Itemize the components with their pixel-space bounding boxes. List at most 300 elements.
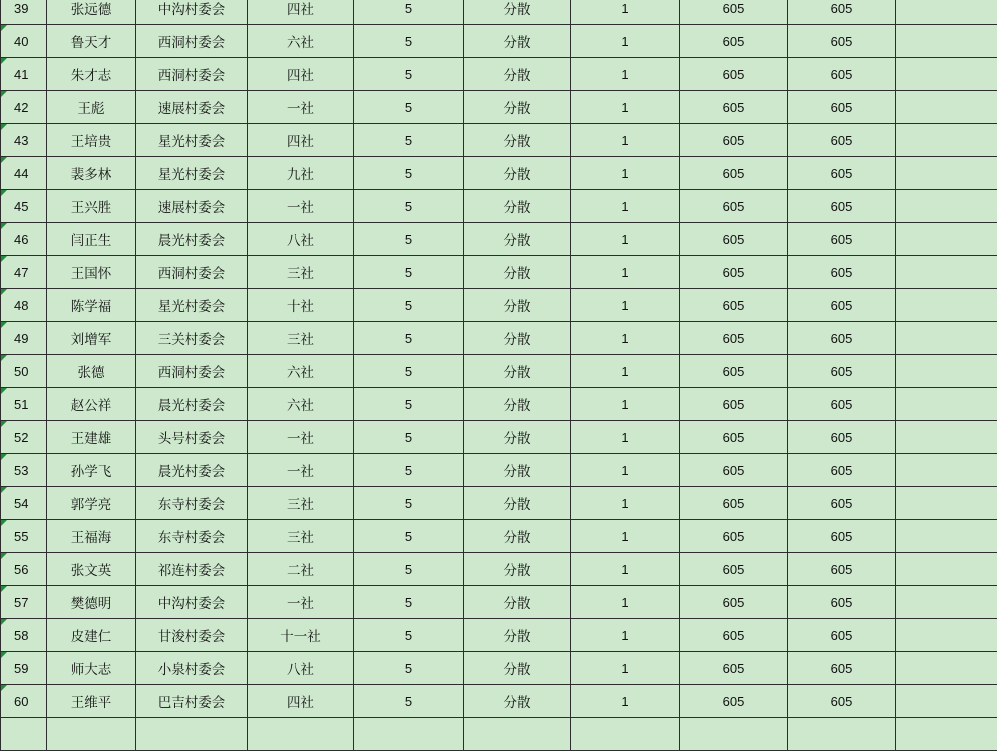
cell-total[interactable] (788, 58, 896, 91)
cell-count[interactable] (354, 0, 464, 25)
cell-count[interactable] (354, 58, 464, 91)
cell-name-text: 赵公祥 (71, 398, 112, 414)
cell-total[interactable] (788, 25, 896, 58)
cell-village[interactable] (136, 388, 248, 421)
cell-name[interactable] (47, 718, 136, 751)
cell-village[interactable] (136, 223, 248, 256)
cell-village[interactable] (136, 124, 248, 157)
cell-quantity[interactable] (571, 58, 680, 91)
cell-mode[interactable] (464, 289, 571, 322)
cell-group[interactable] (248, 487, 354, 520)
cell-group[interactable] (248, 685, 354, 718)
cell-amount[interactable] (680, 157, 788, 190)
cell-quantity[interactable] (571, 388, 680, 421)
cell-count-text: 5 (405, 529, 412, 544)
cell-quantity-text: 1 (621, 331, 628, 346)
cell-quantity[interactable] (571, 487, 680, 520)
cell-name[interactable] (47, 25, 136, 58)
cell-index[interactable] (1, 190, 47, 223)
cell-count[interactable] (354, 322, 464, 355)
cell-mode[interactable] (464, 586, 571, 619)
cell-amount-text: 605 (723, 100, 745, 115)
cell-note[interactable] (896, 190, 997, 223)
cell-total[interactable] (788, 0, 896, 25)
cell-name[interactable] (47, 454, 136, 487)
cell-index[interactable] (1, 58, 47, 91)
cell-name-text: 刘增军 (71, 332, 112, 348)
cell-amount[interactable] (680, 322, 788, 355)
cell-note[interactable] (896, 223, 997, 256)
cell-quantity[interactable] (571, 91, 680, 124)
table-row (1, 454, 997, 487)
cell-count[interactable] (354, 454, 464, 487)
cell-index[interactable] (1, 685, 47, 718)
cell-total-text: 605 (831, 166, 853, 181)
cell-amount[interactable] (680, 520, 788, 553)
cell-mode[interactable] (464, 91, 571, 124)
cell-note[interactable] (896, 553, 997, 586)
cell-count[interactable] (354, 520, 464, 553)
cell-name-text: 郭学亮 (71, 497, 112, 513)
table-row (1, 58, 997, 91)
table-row (1, 553, 997, 586)
cell-name[interactable] (47, 0, 136, 25)
cell-amount[interactable] (680, 454, 788, 487)
cell-mode[interactable] (464, 157, 571, 190)
cell-index-text: 47 (14, 265, 28, 280)
table-row (1, 685, 997, 718)
cell-index[interactable] (1, 652, 47, 685)
cell-note[interactable] (896, 157, 997, 190)
cell-mode[interactable] (464, 685, 571, 718)
cell-name[interactable] (47, 685, 136, 718)
cell-name[interactable] (47, 157, 136, 190)
cell-amount[interactable] (680, 124, 788, 157)
cell-count[interactable] (354, 355, 464, 388)
cell-group-text: 四社 (287, 134, 314, 150)
cell-village[interactable] (136, 0, 248, 25)
cell-amount-text: 605 (723, 595, 745, 610)
cell-index-text: 44 (14, 166, 28, 181)
cell-total[interactable] (788, 487, 896, 520)
cell-note[interactable] (896, 454, 997, 487)
cell-amount-text: 605 (723, 265, 745, 280)
cell-count[interactable] (354, 487, 464, 520)
cell-group-text: 九社 (287, 167, 314, 183)
cell-count[interactable] (354, 685, 464, 718)
cell-village[interactable] (136, 256, 248, 289)
cell-count[interactable] (354, 388, 464, 421)
cell-group[interactable] (248, 388, 354, 421)
cell-group[interactable] (248, 91, 354, 124)
cell-note[interactable] (896, 289, 997, 322)
cell-name[interactable] (47, 355, 136, 388)
cell-name[interactable] (47, 190, 136, 223)
cell-name[interactable] (47, 586, 136, 619)
cell-village[interactable] (136, 58, 248, 91)
cell-village-text: 祁连村委会 (158, 563, 226, 579)
table-row (1, 223, 997, 256)
cell-quantity[interactable] (571, 586, 680, 619)
cell-count[interactable] (354, 124, 464, 157)
cell-name[interactable] (47, 223, 136, 256)
cell-village[interactable] (136, 718, 248, 751)
cell-mode-text: 分散 (504, 266, 531, 282)
cell-group[interactable] (248, 0, 354, 25)
cell-mode[interactable] (464, 223, 571, 256)
cell-amount[interactable] (680, 91, 788, 124)
cell-village[interactable] (136, 685, 248, 718)
cell-quantity[interactable] (571, 124, 680, 157)
table-row (1, 520, 997, 553)
cell-quantity[interactable] (571, 421, 680, 454)
cell-mode[interactable] (464, 355, 571, 388)
cell-mode[interactable] (464, 0, 571, 25)
cell-note[interactable] (896, 0, 997, 25)
cell-group[interactable] (248, 718, 354, 751)
cell-quantity[interactable] (571, 619, 680, 652)
cell-quantity[interactable] (571, 652, 680, 685)
cell-index[interactable] (1, 91, 47, 124)
cell-amount[interactable] (680, 190, 788, 223)
cell-mode[interactable] (464, 619, 571, 652)
text-number-indicator-icon (1, 289, 7, 295)
cell-quantity[interactable] (571, 157, 680, 190)
cell-total[interactable] (788, 289, 896, 322)
cell-name[interactable] (47, 256, 136, 289)
cell-mode-text: 分散 (504, 629, 531, 645)
cell-village[interactable] (136, 553, 248, 586)
cell-note[interactable] (896, 520, 997, 553)
cell-note[interactable] (896, 586, 997, 619)
cell-name[interactable] (47, 421, 136, 454)
cell-group[interactable] (248, 289, 354, 322)
cell-note[interactable] (896, 685, 997, 718)
cell-name-text: 裴多林 (71, 167, 112, 183)
cell-count[interactable] (354, 289, 464, 322)
cell-total[interactable] (788, 520, 896, 553)
cell-mode[interactable] (464, 553, 571, 586)
cell-total[interactable] (788, 586, 896, 619)
cell-total[interactable] (788, 553, 896, 586)
cell-group[interactable] (248, 190, 354, 223)
cell-total[interactable] (788, 454, 896, 487)
cell-amount[interactable] (680, 487, 788, 520)
cell-name[interactable] (47, 553, 136, 586)
cell-note[interactable] (896, 619, 997, 652)
cell-index[interactable] (1, 454, 47, 487)
cell-village-text: 星光村委会 (158, 167, 226, 183)
cell-note[interactable] (896, 256, 997, 289)
cell-note[interactable] (896, 322, 997, 355)
cell-amount[interactable] (680, 388, 788, 421)
cell-amount[interactable] (680, 619, 788, 652)
cell-amount[interactable] (680, 718, 788, 751)
cell-quantity[interactable] (571, 685, 680, 718)
cell-village[interactable] (136, 487, 248, 520)
cell-count[interactable] (354, 586, 464, 619)
cell-amount[interactable] (680, 421, 788, 454)
cell-total[interactable] (788, 223, 896, 256)
cell-index[interactable] (1, 256, 47, 289)
cell-mode[interactable] (464, 718, 571, 751)
cell-amount[interactable] (680, 0, 788, 25)
cell-village[interactable] (136, 454, 248, 487)
cell-mode[interactable] (464, 322, 571, 355)
cell-index[interactable] (1, 718, 47, 751)
cell-note[interactable] (896, 487, 997, 520)
text-number-indicator-icon (1, 685, 7, 691)
cell-amount[interactable] (680, 652, 788, 685)
text-number-indicator-icon (1, 586, 7, 592)
cell-quantity-text: 1 (621, 529, 628, 544)
cell-village[interactable] (136, 190, 248, 223)
cell-mode[interactable] (464, 487, 571, 520)
cell-quantity[interactable] (571, 718, 680, 751)
cell-total-text: 605 (831, 694, 853, 709)
cell-total[interactable] (788, 124, 896, 157)
cell-quantity[interactable] (571, 0, 680, 25)
cell-total[interactable] (788, 190, 896, 223)
cell-index[interactable] (1, 0, 47, 25)
cell-mode[interactable] (464, 190, 571, 223)
cell-total[interactable] (788, 421, 896, 454)
text-number-indicator-icon (1, 157, 7, 163)
cell-total[interactable] (788, 718, 896, 751)
cell-quantity[interactable] (571, 355, 680, 388)
table-row (1, 0, 997, 25)
cell-village[interactable] (136, 25, 248, 58)
cell-village[interactable] (136, 91, 248, 124)
cell-group[interactable] (248, 256, 354, 289)
cell-mode[interactable] (464, 520, 571, 553)
cell-note[interactable] (896, 388, 997, 421)
cell-mode[interactable] (464, 25, 571, 58)
cell-group[interactable] (248, 553, 354, 586)
cell-group[interactable] (248, 652, 354, 685)
cell-count[interactable] (354, 619, 464, 652)
cell-amount[interactable] (680, 355, 788, 388)
cell-index[interactable] (1, 586, 47, 619)
cell-village[interactable] (136, 520, 248, 553)
cell-amount[interactable] (680, 58, 788, 91)
cell-amount[interactable] (680, 586, 788, 619)
text-number-indicator-icon (1, 355, 7, 361)
cell-count-text: 5 (405, 133, 412, 148)
cell-mode[interactable] (464, 388, 571, 421)
cell-total-text: 605 (831, 298, 853, 313)
cell-index[interactable] (1, 289, 47, 322)
cell-name-text: 王建雄 (71, 431, 112, 447)
cell-quantity[interactable] (571, 256, 680, 289)
cell-count[interactable] (354, 91, 464, 124)
cell-index[interactable] (1, 223, 47, 256)
cell-group[interactable] (248, 124, 354, 157)
cell-count[interactable] (354, 553, 464, 586)
cell-name[interactable] (47, 520, 136, 553)
cell-count[interactable] (354, 256, 464, 289)
cell-quantity[interactable] (571, 289, 680, 322)
cell-total[interactable] (788, 355, 896, 388)
cell-quantity[interactable] (571, 553, 680, 586)
cell-amount-text: 605 (723, 463, 745, 478)
cell-group[interactable] (248, 421, 354, 454)
cell-mode[interactable] (464, 58, 571, 91)
cell-total[interactable] (788, 157, 896, 190)
cell-village[interactable] (136, 289, 248, 322)
cell-index[interactable] (1, 619, 47, 652)
text-number-indicator-icon (1, 58, 7, 64)
cell-group[interactable] (248, 58, 354, 91)
cell-index[interactable] (1, 355, 47, 388)
cell-name[interactable] (47, 652, 136, 685)
cell-index[interactable] (1, 487, 47, 520)
text-number-indicator-icon (1, 190, 7, 196)
cell-amount[interactable] (680, 25, 788, 58)
cell-quantity-text: 1 (621, 232, 628, 247)
cell-total[interactable] (788, 619, 896, 652)
cell-village-text: 晨光村委会 (158, 464, 226, 480)
cell-note[interactable] (896, 124, 997, 157)
cell-mode-text: 分散 (504, 68, 531, 84)
cell-index-text: 59 (14, 661, 28, 676)
cell-index-text: 57 (14, 595, 28, 610)
cell-index[interactable] (1, 322, 47, 355)
cell-amount[interactable] (680, 256, 788, 289)
cell-index[interactable] (1, 25, 47, 58)
cell-amount[interactable] (680, 289, 788, 322)
cell-quantity[interactable] (571, 454, 680, 487)
cell-group[interactable] (248, 586, 354, 619)
cell-total-text: 605 (831, 100, 853, 115)
cell-total[interactable] (788, 322, 896, 355)
cell-name[interactable] (47, 388, 136, 421)
cell-quantity[interactable] (571, 190, 680, 223)
cell-group[interactable] (248, 223, 354, 256)
cell-index-text: 50 (14, 364, 28, 379)
cell-mode[interactable] (464, 256, 571, 289)
cell-group[interactable] (248, 619, 354, 652)
cell-quantity-text: 1 (621, 199, 628, 214)
cell-index[interactable] (1, 520, 47, 553)
cell-quantity[interactable] (571, 322, 680, 355)
cell-index[interactable] (1, 124, 47, 157)
cell-count[interactable] (354, 223, 464, 256)
cell-name[interactable] (47, 58, 136, 91)
cell-index[interactable] (1, 421, 47, 454)
cell-index-text: 60 (14, 694, 28, 709)
cell-village[interactable] (136, 619, 248, 652)
cell-village-text: 甘浚村委会 (158, 629, 226, 645)
cell-village[interactable] (136, 355, 248, 388)
cell-village-text: 速展村委会 (158, 101, 226, 117)
cell-index-text: 58 (14, 628, 28, 643)
cell-group-text: 十一社 (280, 629, 321, 645)
cell-quantity[interactable] (571, 520, 680, 553)
cell-group-text: 二社 (287, 563, 314, 579)
cell-count-text: 5 (405, 694, 412, 709)
cell-group-text: 六社 (287, 365, 314, 381)
cell-name[interactable] (47, 619, 136, 652)
cell-group[interactable] (248, 355, 354, 388)
cell-note[interactable] (896, 421, 997, 454)
cell-group-text: 四社 (287, 2, 314, 18)
cell-mode[interactable] (464, 421, 571, 454)
cell-index-text: 46 (14, 232, 28, 247)
cell-quantity-text: 1 (621, 595, 628, 610)
cell-group[interactable] (248, 25, 354, 58)
cell-name[interactable] (47, 91, 136, 124)
cell-village-text: 头号村委会 (158, 431, 226, 447)
cell-village[interactable] (136, 157, 248, 190)
cell-name[interactable] (47, 322, 136, 355)
cell-note[interactable] (896, 652, 997, 685)
cell-group[interactable] (248, 322, 354, 355)
cell-mode[interactable] (464, 652, 571, 685)
cell-mode[interactable] (464, 454, 571, 487)
cell-count[interactable] (354, 652, 464, 685)
cell-amount[interactable] (680, 685, 788, 718)
cell-total[interactable] (788, 256, 896, 289)
cell-index[interactable] (1, 157, 47, 190)
cell-note[interactable] (896, 718, 997, 751)
cell-note[interactable] (896, 91, 997, 124)
cell-group[interactable] (248, 157, 354, 190)
cell-count-text: 5 (405, 166, 412, 181)
cell-group[interactable] (248, 520, 354, 553)
cell-name-text: 王维平 (71, 695, 112, 711)
cell-group-text: 十社 (287, 299, 314, 315)
cell-total[interactable] (788, 685, 896, 718)
cell-total[interactable] (788, 652, 896, 685)
cell-total[interactable] (788, 388, 896, 421)
cell-count[interactable] (354, 190, 464, 223)
cell-village[interactable] (136, 586, 248, 619)
cell-total[interactable] (788, 91, 896, 124)
cell-note[interactable] (896, 25, 997, 58)
cell-count[interactable] (354, 25, 464, 58)
cell-name[interactable] (47, 124, 136, 157)
cell-count[interactable] (354, 421, 464, 454)
cell-total-text: 605 (831, 463, 853, 478)
cell-group[interactable] (248, 454, 354, 487)
cell-count[interactable] (354, 157, 464, 190)
cell-count[interactable] (354, 718, 464, 751)
cell-note[interactable] (896, 58, 997, 91)
cell-village[interactable] (136, 322, 248, 355)
cell-village[interactable] (136, 421, 248, 454)
cell-mode[interactable] (464, 124, 571, 157)
text-number-indicator-icon (1, 124, 7, 130)
cell-amount[interactable] (680, 553, 788, 586)
cell-amount-text: 605 (723, 166, 745, 181)
cell-note[interactable] (896, 355, 997, 388)
cell-count-text: 5 (405, 496, 412, 511)
cell-amount-text: 605 (723, 529, 745, 544)
cell-amount[interactable] (680, 223, 788, 256)
cell-name-text: 王福海 (71, 530, 112, 546)
cell-village[interactable] (136, 652, 248, 685)
cell-total-text: 605 (831, 364, 853, 379)
cell-index[interactable] (1, 388, 47, 421)
cell-index[interactable] (1, 553, 47, 586)
cell-name[interactable] (47, 289, 136, 322)
cell-quantity[interactable] (571, 25, 680, 58)
cell-name[interactable] (47, 487, 136, 520)
cell-quantity[interactable] (571, 223, 680, 256)
cell-mode-text: 分散 (504, 530, 531, 546)
cell-village-text: 晨光村委会 (158, 398, 226, 414)
